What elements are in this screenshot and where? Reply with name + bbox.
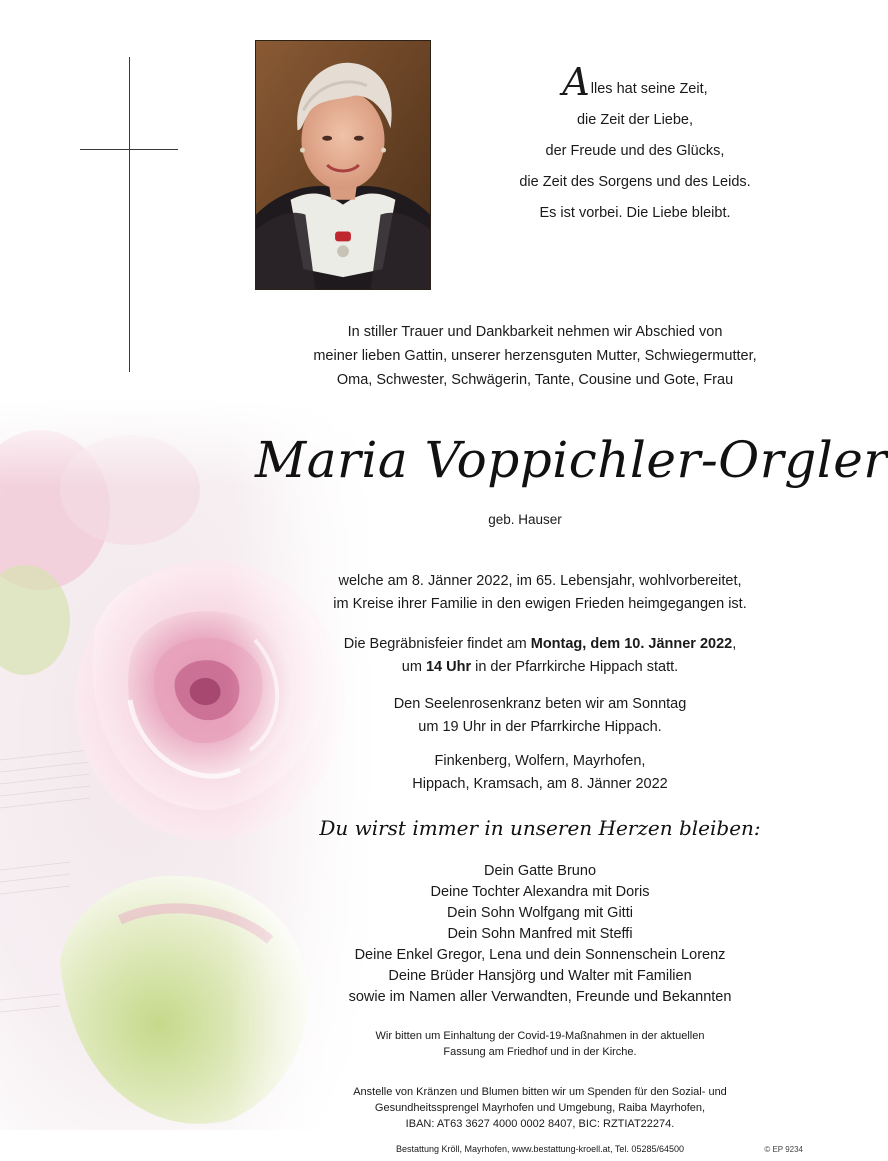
mourner-item: Dein Sohn Manfred mit Steffi (447, 926, 633, 942)
birth-name: geb. Hauser (488, 512, 562, 527)
donation-note (300, 1084, 780, 1132)
poem-first-line: lles hat seine Zeit, (590, 81, 708, 97)
undertaker-footer: Bestattung Kröll, Mayrhofen, www.bestattung-kroell.at, Tel. 05285/64500 (395, 1144, 684, 1154)
rosary-line: Den Seelenrosenkranz beten wir am Sonntag (393, 696, 687, 712)
rosary-line: um 19 Uhr in der Pfarrkirche Hippach. (418, 719, 662, 735)
mourner-item: sowie im Namen aller Verwandten, Freunde und Bekannten (348, 989, 732, 1005)
intro-line: Oma, Schwester, Schwägerin, Tante, Cousine und Gote, Frau (336, 372, 734, 388)
mourner-item: Deine Enkel Gregor, Lena und dein Sonnenschein Lorenz (354, 947, 726, 963)
poem (480, 60, 790, 229)
funeral-info (280, 633, 800, 679)
print-code: © EP 9234 (764, 1145, 803, 1154)
portrait-photo (255, 40, 431, 290)
poem-line (480, 60, 790, 105)
death-line: welche am 8. Jänner 2022, im 65. Lebensjahr, wohlvorbereitet, (338, 573, 742, 589)
funeral-line-2 (280, 656, 800, 679)
intro-line: meiner lieben Gattin, unserer herzensguten Mutter, Schwiegermutter, (313, 348, 757, 364)
deceased-name: Maria Voppichler-Orgler (255, 431, 888, 489)
place-date (280, 750, 800, 796)
poem-line: die Zeit der Liebe, (576, 112, 694, 128)
poem-drop-cap: A (562, 60, 590, 104)
funeral-date: Montag, dem 10. Jänner 2022 (530, 636, 733, 652)
poem-line: Es ist vorbei. Die Liebe bleibt. (539, 205, 731, 221)
rosary-info (280, 693, 800, 739)
cross-horizontal-line (80, 149, 178, 150)
funeral-line-1 (280, 633, 800, 656)
covid-note-line: Wir bitten um Einhaltung der Covid-19-Maßnahmen in der aktuellen (375, 1030, 705, 1042)
place-date-line: Hippach, Kramsach, am 8. Jänner 2022 (412, 776, 668, 792)
death-notice (280, 570, 800, 616)
mourner-item: Dein Gatte Bruno (483, 863, 597, 879)
covid-note (300, 1028, 780, 1060)
donation-note-line: Gesundheitssprengel Mayrhofen und Umgebung, Raiba Mayrhofen, (374, 1102, 706, 1114)
funeral-text: in der Pfarrkirche Hippach statt. (471, 659, 679, 675)
funeral-text: um (401, 659, 426, 675)
covid-note-line: Fassung am Friedhof und in der Kirche. (443, 1046, 637, 1058)
poem-line: der Freude und des Glücks, (545, 143, 725, 159)
intro-line: In stiller Trauer und Dankbarkeit nehmen wir Abschied von (347, 324, 723, 340)
mourner-item: Deine Tochter Alexandra mit Doris (430, 884, 650, 900)
funeral-text: Die Begräbnisfeier findet am (343, 636, 531, 652)
poem-line: die Zeit des Sorgens und des Leids. (519, 174, 751, 190)
death-line: im Kreise ihrer Familie in den ewigen Frieden heimgegangen ist. (333, 596, 747, 612)
funeral-text: , (732, 636, 737, 652)
funeral-time: 14 Uhr (425, 659, 472, 675)
donation-note-line: IBAN: AT63 3627 4000 0002 8407, BIC: RZTIAT22274. (405, 1118, 675, 1130)
place-date-line: Finkenberg, Wolfern, Mayrhofen, (434, 753, 646, 769)
mourner-item: Deine Brüder Hansjörg und Walter mit Familien (388, 968, 692, 984)
intro-text (270, 320, 800, 392)
donation-note-line: Anstelle von Kränzen und Blumen bitten wir um Spenden für den Sozial- und (353, 1086, 727, 1098)
motto: Du wirst immer in unseren Herzen bleiben: (319, 816, 761, 840)
mourner-item: Dein Sohn Wolfgang mit Gitti (447, 905, 633, 921)
cross-vertical-line (129, 57, 130, 372)
mourners-list (300, 861, 780, 1008)
